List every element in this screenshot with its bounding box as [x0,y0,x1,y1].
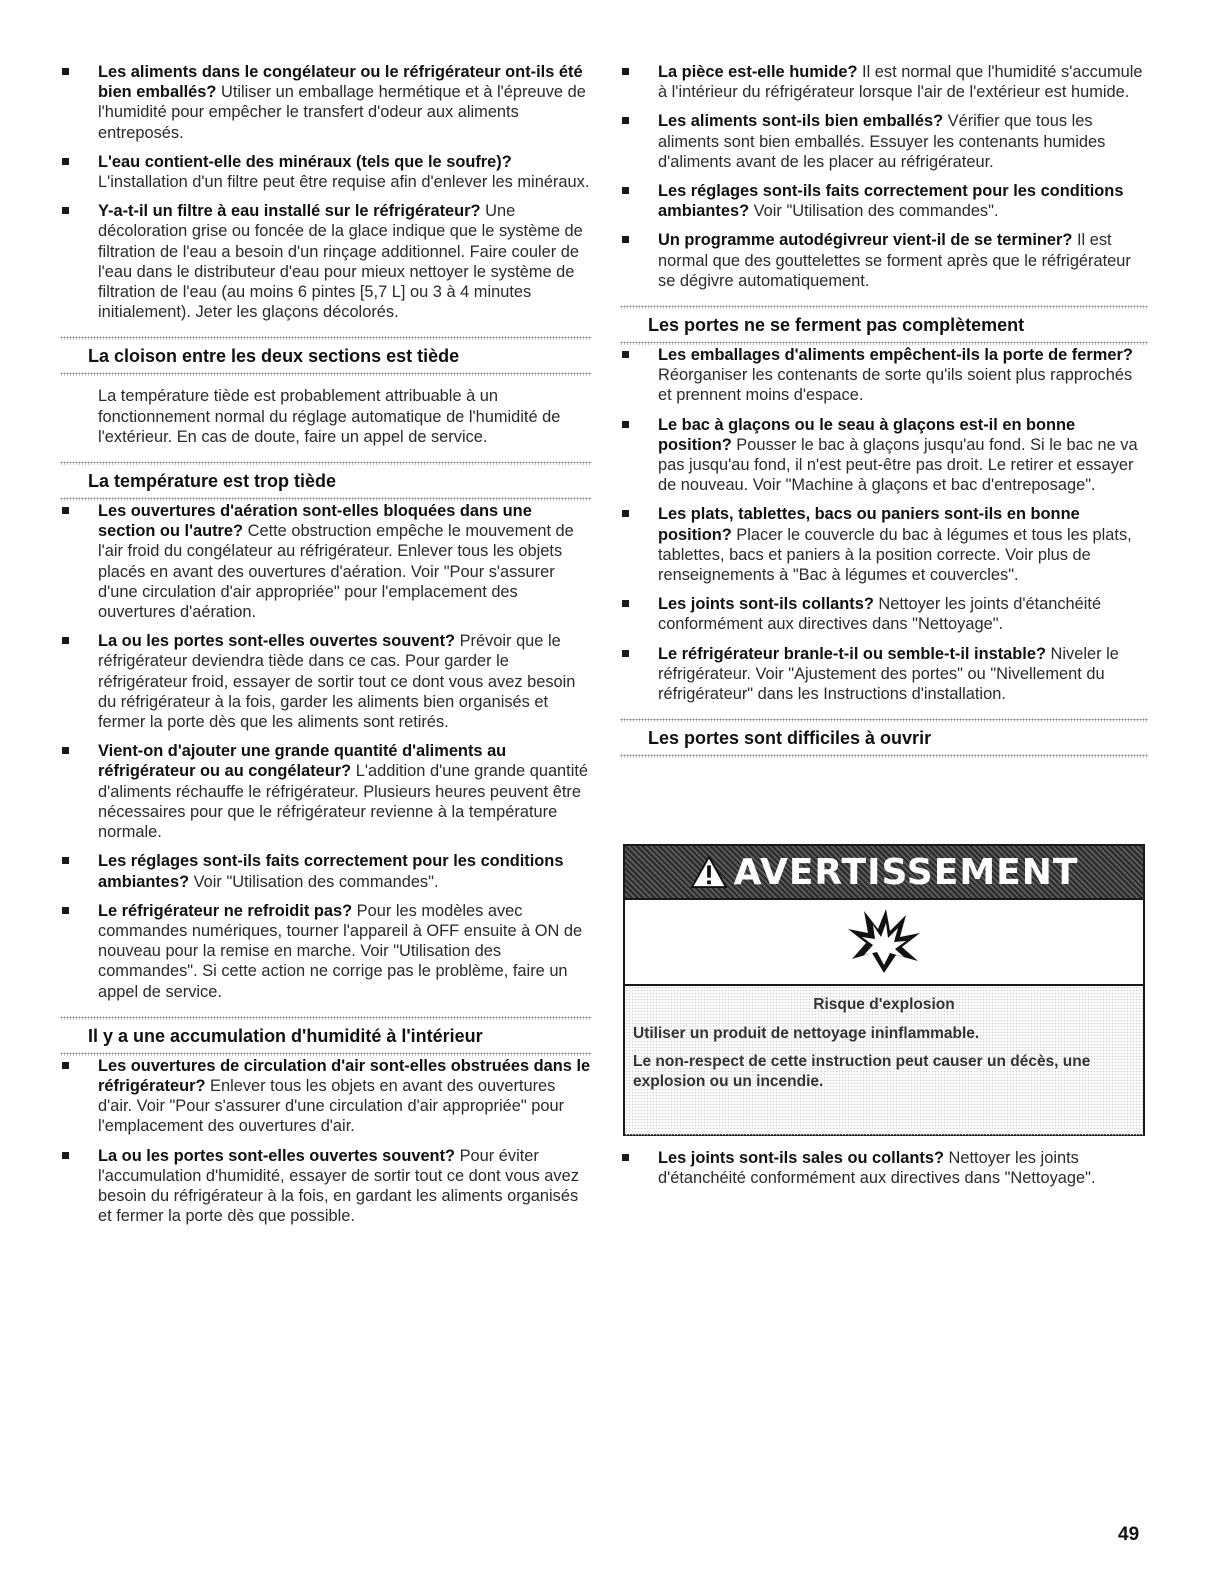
doors-bullets-list [620,345,1148,704]
after-warning-bullets [620,1148,1148,1197]
section-doors-hard-to-open [620,718,1148,758]
warning-risk-title: Risque d'explosion [813,996,955,1013]
divider [620,754,1148,758]
explosion-pictogram [625,900,1143,986]
moisture-bullets-list [60,62,592,322]
list-item: Les aliments dans le congélateur ou le réfrigérateur ont-ils été bien emballés? Utiliser un emballage hermétique et à l'épreuve de l'humidité pour empêcher le transfert d'odeur aux aliments entreposés. [60,62,592,143]
list-item: Un programme autodégivreur vient-il de se terminer? Il est normal que des gouttelettes se forment après que le réfrigérateur se dégivre automatiquement. [620,230,1148,291]
page-number: 49 [1118,1524,1140,1545]
section-humidity-inside [60,1016,592,1227]
list-item: Les aliments sont-ils bien emballés? Vérifier que tous les aliments sont bien emballés. Essuyer les contenants humides d'aliments avant de les placer au réfrigérateur. [620,111,1148,172]
warning-box [623,844,1145,1136]
warning-instruction: Utiliser un produit de nettoyage ininflammable. [633,1025,980,1042]
list-item: La pièce est-elle humide? Il est normal que l'humidité s'accumule à l'intérieur du réfrigérateur lorsque l'air de l'extérieur est humide. [620,62,1148,102]
warning-consequence: Le non-respect de cette instruction peut causer un décès, une explosion ou un incendie. [633,1053,1091,1090]
list-item: Les ouvertures de circulation d'air sont-elles obstruées dans le réfrigérateur? Enlever tous les objets en avant des ouvertures d'air. Voir "Pour s'assurer d'une circulation d'air appropriée" pour l'emplacement des ouvertures d'air. [60,1056,592,1137]
list-item: Les ouvertures d'aération sont-elles bloquées dans une section ou l'autre? Cette obstruction empêche le mouvement de l'air froid du congélateur au réfrigérateur. Enlever tous les objets placés en avant des ouvertures d'aération. Voir "Pour s'assurer d'une circulation d'air appropriée" pour l'emplacement des ouvertures d'aération. [60,501,592,622]
section-paragraph: La température tiède est probablement attribuable à un fonctionnement normal du réglage automatique de l'humidité de l'extérieur. En cas de doute, faire un appel de service. [98,387,561,446]
divider [60,372,592,376]
section-title: Les portes sont difficiles à ouvrir [648,728,932,749]
list-item: Les réglages sont-ils faits correctement pour les conditions ambiantes? Voir "Utilisation des commandes". [620,181,1148,221]
list-item: Les emballages d'aliments empêchent-ils la porte de fermer? Réorganiser les contenants de sorte qu'ils soient plus rapprochés et prennent moins d'espace. [620,345,1148,406]
section-title: La cloison entre les deux sections est tiède [88,346,460,367]
list-item: Le réfrigérateur ne refroidit pas? Pour les modèles avec commandes numériques, tourner l'appareil à OFF ensuite à ON de nouveau pour la remise en marche. Voir "Utilisation des commandes". Si cette action ne corrige pas le problème, faire un appel de service. [60,901,592,1002]
list-item: La ou les portes sont-elles ouvertes souvent? Prévoir que le réfrigérateur deviendra tiède dans ce cas. Pour garder le réfrigérateur froid, essayer de sortir tout ce dont vous avez besoin du réfrigérateur à la fois, garder les aliments bien organisés et fermer la porte dès que les aliments sont retirés. [60,631,592,732]
warning-triangle-icon [690,855,728,889]
left-column [60,62,592,1235]
warning-body [625,986,1143,1136]
warning-header [625,846,1143,900]
list-item: Les joints sont-ils sales ou collants? Nettoyer les joints d'étanchéité conformément aux directives dans "Nettoyage". [620,1148,1148,1188]
explosion-icon [844,907,924,977]
list-item: Les plats, tablettes, bacs ou paniers sont-ils en bonne position? Placer le couvercle du bac à légumes et tous les plats, tablettes, bacs et paniers à la position correcte. Voir plus de renseignements à "Bac à légumes et couvercles". [620,504,1148,585]
list-item: Les joints sont-ils collants? Nettoyer les joints d'étanchéité conformément aux directives dans "Nettoyage". [620,594,1148,634]
section-doors-not-closing [620,305,1148,704]
list-item: Vient-on d'ajouter une grande quantité d'aliments au réfrigérateur ou au congélateur? L'addition d'une grande quantité d'aliments réchauffe le réfrigérateur. Plusieurs heures peuvent être nécessaires pour que le réfrigérateur revienne à la température normale. [60,741,592,842]
gaskets-bullets-list [620,1148,1148,1188]
section-title: Les portes ne se ferment pas complètement [648,315,1025,336]
list-item: Les réglages sont-ils faits correctement pour les conditions ambiantes? Voir "Utilisation des commandes". [60,851,592,891]
humidity-bullets-list [60,1056,592,1227]
section-temperature-warm [60,461,592,1002]
list-item: Le réfrigérateur branle-t-il ou semble-t-il instable? Niveler le réfrigérateur. Voir "Ajustement des portes" ou "Nivellement du réfrigérateur" dans les Instructions d'installation. [620,644,1148,705]
warning-heading: AVERTISSEMENT [733,851,1079,893]
right-column [620,62,1148,758]
section-warm-divider [60,336,592,447]
list-item: L'eau contient-elle des minéraux (tels que le soufre)? L'installation d'un filtre peut être requise afin d'enlever les minéraux. [60,152,592,192]
list-item: La ou les portes sont-elles ouvertes souvent? Pour éviter l'accumulation d'humidité, essayer de sortir tout ce dont vous avez besoin du réfrigérateur à la fois, en gardant les aliments organisés et fermer la porte dès que possible. [60,1146,592,1227]
temperature-bullets-list [60,501,592,1002]
section-title: Il y a une accumulation d'humidité à l'intérieur [88,1025,483,1046]
section-title: La température est trop tiède [88,471,337,492]
humidity-cont-bullets-list [620,62,1148,291]
list-item: Y-a-t-il un filtre à eau installé sur le réfrigérateur? Une décoloration grise ou foncée de la glace indique que le système de filtration de l'eau a besoin d'un rinçage additionnel. Faire couler de l'eau dans le distributeur d'eau pour mieux nettoyer le système de filtration de l'eau (au moins 6 pintes [5,7 L] ou 3 à 4 minutes initialement). Jeter les glaçons décolorés. [60,201,592,322]
list-item: Le bac à glaçons ou le seau à glaçons est-il en bonne position? Pousser le bac à glaçons jusqu'au fond. Si le bac ne va pas jusqu'au fond, il n'est peut-être pas droit. Le retirer et essayer de nouveau. Voir "Machine à glaçons et bac d'entreposage". [620,415,1148,496]
